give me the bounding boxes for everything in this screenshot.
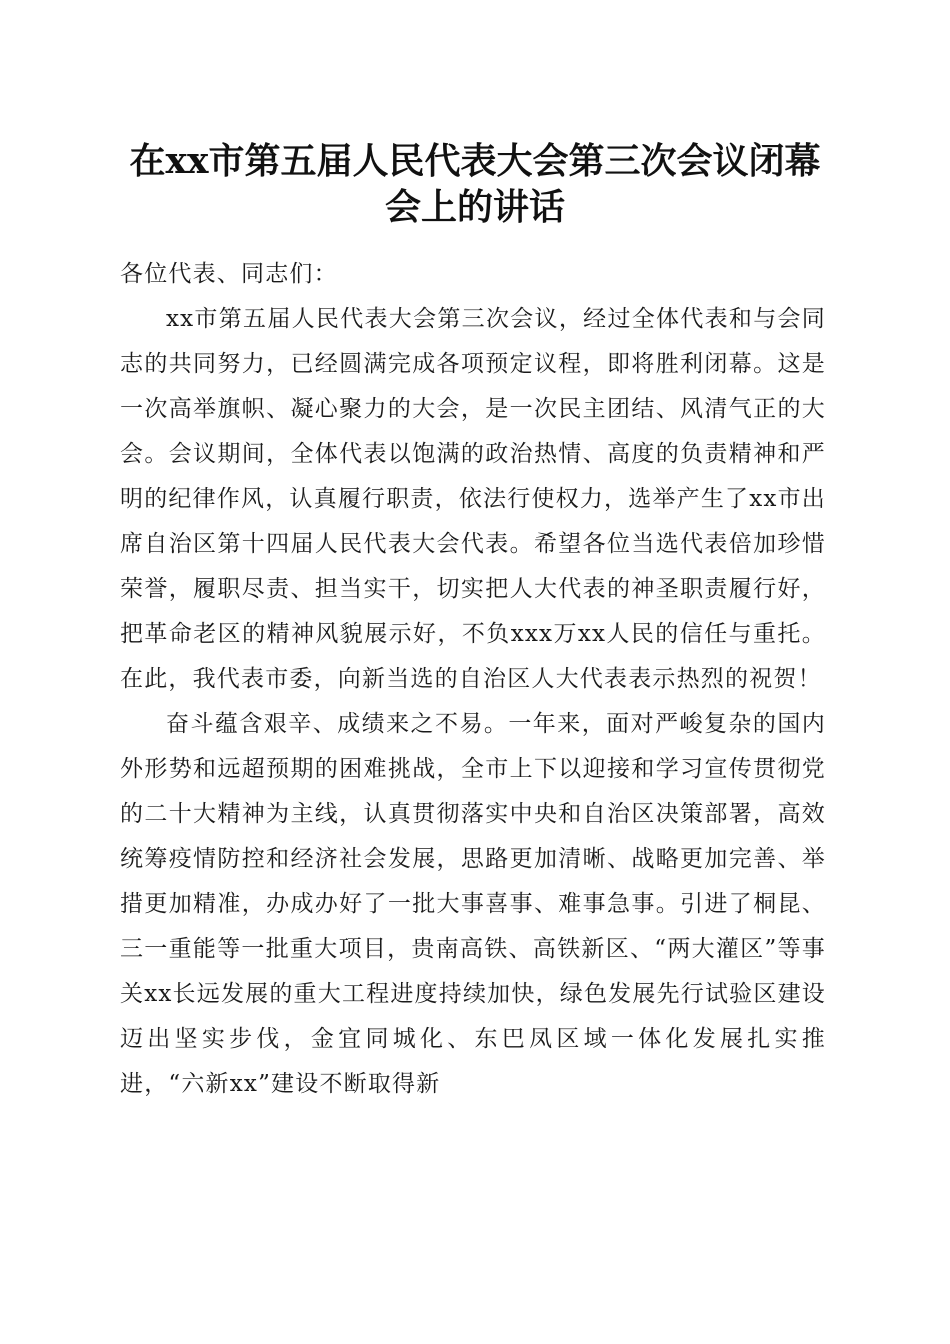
- document-body: [120, 252, 826, 1107]
- paragraph: 奋斗蕴含艰辛、成绩来之不易。一年来，面对严峻复杂的国内外形势和远超预期的困难挑战，全市上下以迎接和学习宣传贯彻党的二十大精神为主线，认真贯彻落实中央和自治区决策部署，高效统筹疫情防控和经济社会发展，思路更加清晰、战略更加完善、举措更加精准，办成办好了一批大事喜事、难事急事。引进了桐昆、三一重能等一批重大项目，贵南高铁、高铁新区、“两大灌区”等事关xx长远发展的重大工程进度持续加快，绿色发展先行试验区建设迈出坚实步伐，金宜同城化、东巴凤区域一体化发展扎实推进，“六新xx”建设不断取得新: [120, 711, 826, 1097]
- title-line-1: 在xx市第五届人民代表大会第三次会议闭幕: [129, 140, 821, 182]
- document-title: [110, 138, 840, 230]
- title-line-2: 会上的讲话: [384, 186, 565, 228]
- salutation: 各位代表、同志们：: [120, 261, 338, 287]
- paragraph: xx市第五届人民代表大会第三次会议，经过全体代表和与会同志的共同努力，已经圆满完成各项预定议程，即将胜利闭幕。这是一次高举旗帜、凝心聚力的大会，是一次民主团结、风清气正的大会。会议期间，全体代表以饱满的政治热情、高度的负责精神和严明的纪律作风，认真履行职责，依法行使权力，选举产生了xx市出席自治区第十四届人民代表大会代表。希望各位当选代表倍加珍惜荣誉，履职尽责、担当实干，切实把人大代表的神圣职责履行好，把革命老区的精神风貌展示好，不负xxx万xx人民的信任与重托。在此，我代表市委，向新当选的自治区人大代表表示热烈的祝贺！: [120, 306, 826, 692]
